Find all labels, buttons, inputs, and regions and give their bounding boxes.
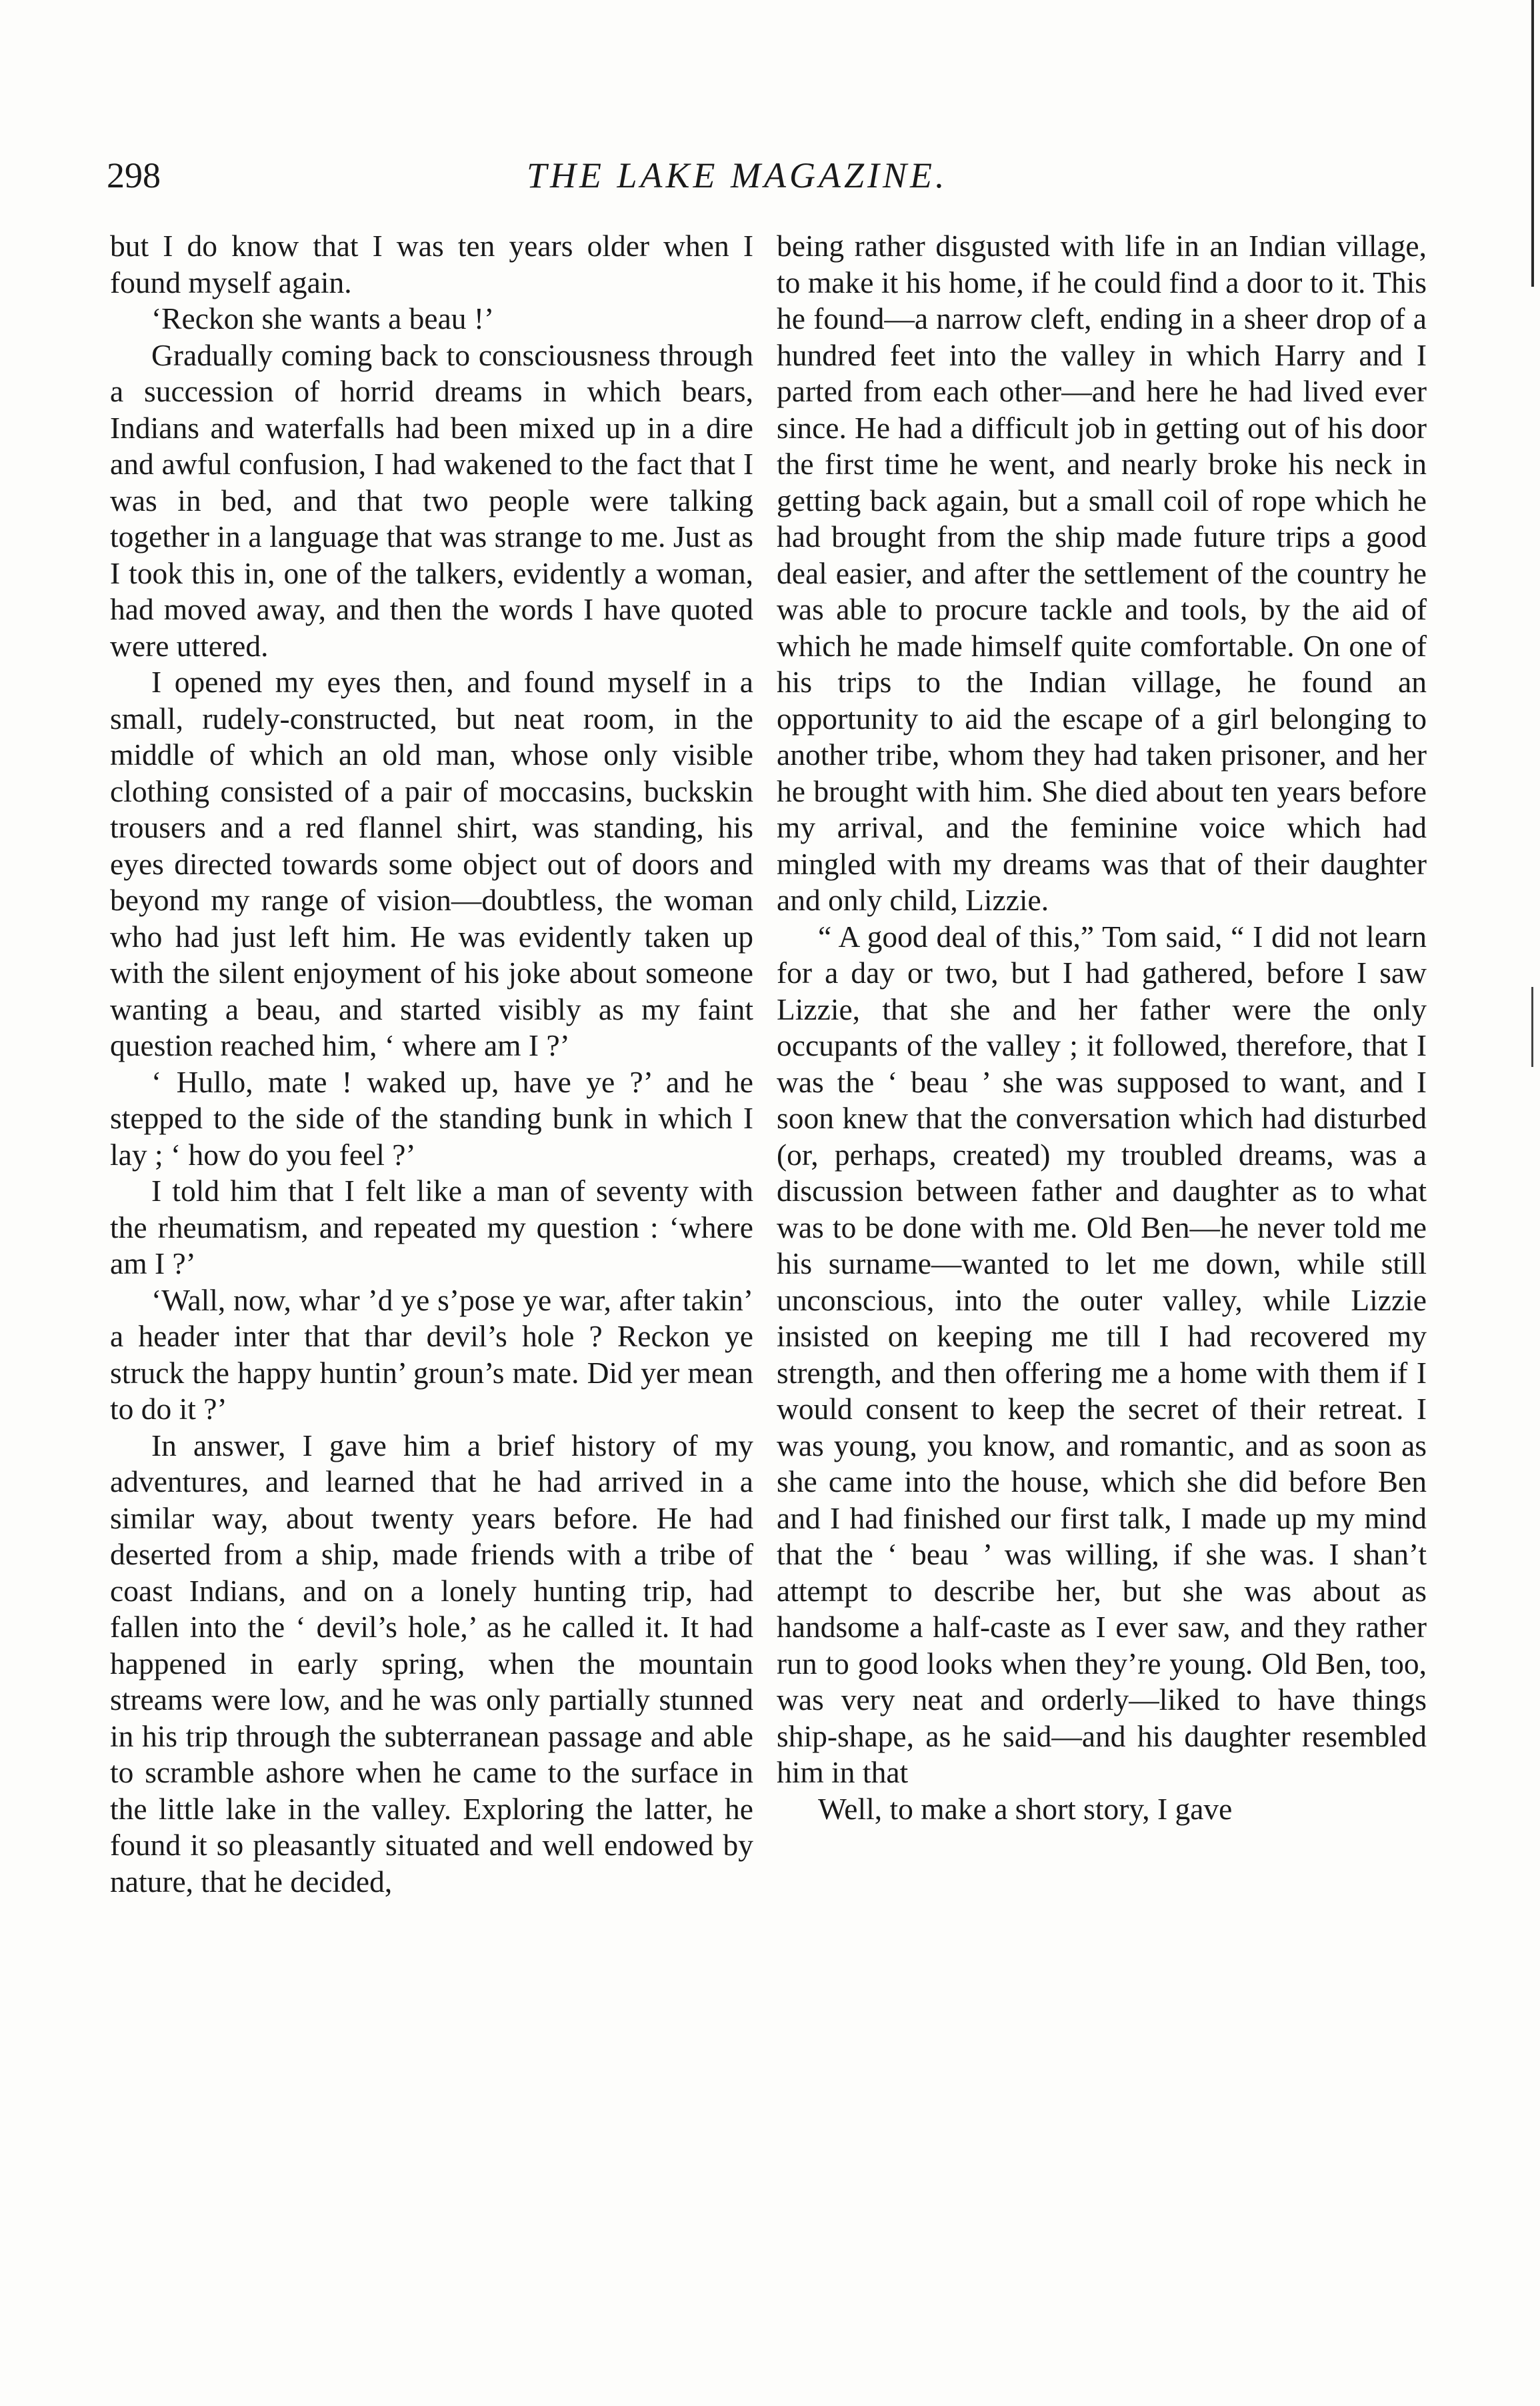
left-column [110,228,753,1900]
paragraph: ‘Wall, now, whar ’d ye s’pose ye war, after takin’ a header inter that thar devil’s hole ? Reckon ye struck the happy huntin’ groun’s mate. Did yer mean to do it ?’ [110,1282,753,1426]
page-edge-mark [1531,0,1534,287]
right-column [777,228,1427,1827]
paragraph: I opened my eyes then, and found myself in a small, rudely-constructed, but neat room, in the middle of which an old man, whose only visible clothing consisted of a pair of moccasins, buckskin trousers and a red flannel shirt, was standing, his eyes directed towards some object out of doors and beyond my range of vision—doubtless, the woman who had just left him. He was evidently taken up with the silent enjoyment of his joke about someone wanting a beau, and started visibly as my faint question reached him, ‘ where am I ?’ [110,665,753,1062]
paragraph: but I do know that I was ten years older when I found myself again. [110,229,753,299]
paragraph: being rather disgusted with life in an Indian village, to make it his home, if he could find a door to it. This he found—a narrow cleft, ending in a sheer drop of a hundred feet into the valley in which Harry and I parted from each other—and here he had lived ever since. He had a difficult job in getting out of his door the first time he went, and nearly broke his neck in getting back again, but a small coil of rope which he had brought from the ship made future trips a good deal easier, and after the settlement of the country he was able to procure tackle and tools, by the aid of which he made himself quite comfortable. On one of his trips to the Indian village, he found an opportunity to aid the escape of a girl belonging to another tribe, whom they had taken prisoner, and her he brought with him. She died about ten years before my arrival, and the feminine voice which had mingled with my dreams was that of their daughter and only child, Lizzie. [777,229,1427,917]
paragraph: I told him that I felt like a man of seventy with the rheumatism, and repeated my question : ‘where am I ?’ [110,1174,753,1280]
paragraph: Well, to make a short story, I gave [818,1791,1233,1826]
paragraph: In answer, I gave him a brief history of my adventures, and learned that he had arrived in a similar way, about twenty years before. He had deserted from a ship, made friends with a tribe of coast Indians, and on a lonely hunting trip, had fallen into the ‘ devil’s hole,’ as he called it. It had happened in early spring, when the mountain streams were low, and he was only partially stunned in his trip through the subterranean passage and able to scramble ashore when he came to the surface in the little lake in the valley. Exploring the latter, he found it so pleasantly situated and well endowed by nature, that he decided, [110,1428,753,1899]
paragraph: Gradually coming back to consciousness through a succession of horrid dreams in which bears, Indians and waterfalls had been mixed up in a dire and awful confusion, I had wakened to the fact that I was in bed, and that two people were talking together in a language that was strange to me. Just as I took this in, one of the talkers, evidently a woman, had moved away, and then the words I have quoted were uttered. [110,337,753,663]
magazine-title: THE LAKE MAGAZINE. [527,155,948,195]
page-number: 298 [107,155,161,195]
page-edge-mark-lower [1531,987,1533,1067]
running-head [107,155,1427,201]
paragraph: ‘ Hullo, mate ! waked up, have ye ?’ and he stepped to the side of the standing bunk in which I lay ; ‘ how do you feel ?’ [110,1064,753,1172]
paragraph: “ A good deal of this,” Tom said, “ I did not learn for a day or two, but I had gathered, before I saw Lizzie, that she and her father were the only occupants of the valley ; it followed, therefore, that I was the ‘ beau ’ she was supposed to want, and I soon knew that the conversation which had disturbed (or, perhaps, created) my troubled dreams, was a discussion between father and daughter as to what was to be done with me. Old Ben—he never told me his surname—wanted to let me down, while still unconscious, into the outer valley, while Lizzie insisted on keeping me till I had recovered my strength, and then offering me a home with them if I would consent to keep the secret of their retreat. I was young, you know, and romantic, and as soon as she came into the house, which she did before Ben and I had finished our first talk, I made up my mind that the ‘ beau ’ was willing, if she was. I shan’t attempt to describe her, but she was about as handsome a half-caste as I ever saw, and they rather run to good looks when they’re young. Old Ben, too, was very neat and orderly—liked to have things ship-shape, as he said—and his daughter resembled him in that [777,919,1427,1789]
paragraph: ‘Reckon she wants a beau !’ [151,301,495,335]
